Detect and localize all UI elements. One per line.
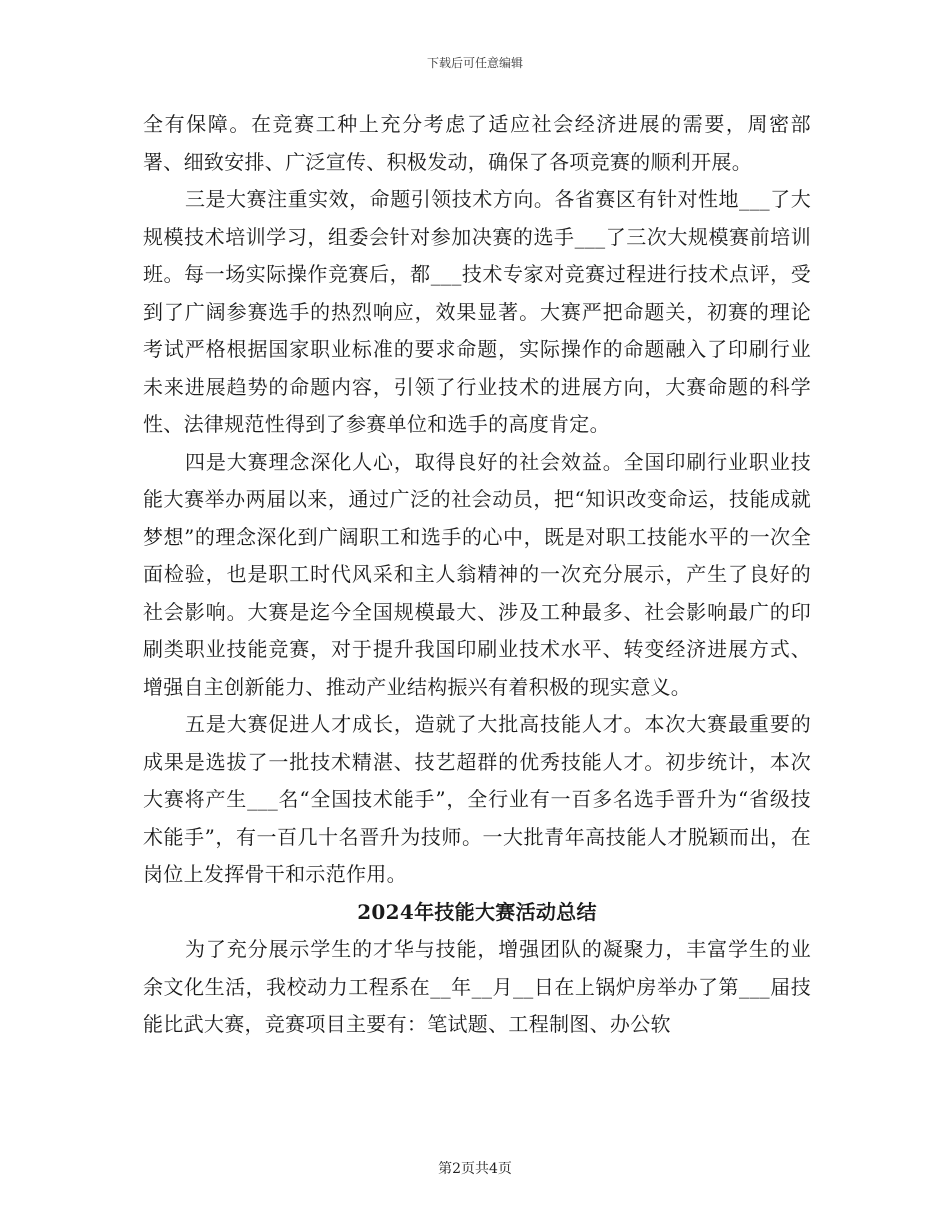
paragraph-5: 为了充分展示学生的才华与技能，增强团队的凝聚力，丰富学生的业余文化生活，我校动力工程系在__年__月__日在上锅炉房举办了第___届技能比武大赛，竞赛项目主要有：笔试题、工程制图、办公软 (143, 937, 811, 1036)
paragraph-3: 四是大赛理念深化人心，取得良好的社会效益。全国印刷行业职业技能大赛举办两届以来，通过广泛的社会动员，把“知识改变命运，技能成就梦想”的理念深化到广阔职工和选手的心中，既是对职工技能水平的一次全面检验，也是职工时代风采和主人翁精神的一次充分展示，产生了良好的社会影响。大赛是迄今全国规模最大、涉及工种最多、社会影响最广的印刷类职业技能竞赛，对于提升我国印刷业技术水平、转变经济进展方式、增强自主创新能力、推动产业结构振兴有着积极的现实意义。 (143, 449, 811, 699)
document-body (143, 106, 811, 1044)
page-number: 第2页共4页 (438, 1161, 512, 1177)
paragraph-1: 全有保障。在竞赛工种上充分考虑了适应社会经济进展的需要，周密部署、细致安排、广泛宣传、积极发动，确保了各项竞赛的顺利开展。 (143, 112, 811, 174)
paragraph-2: 三是大赛注重实效，命题引领技术方向。各省赛区有针对性地___了大规模技术培训学习，组委会针对参加决赛的选手___了三次大规模赛前培训班。每一场实际操作竞赛后，都___技术专家对竞赛过程进行技术点评，受到了广阔参赛选手的热烈响应，效果显著。大赛严把命题关，初赛的理论考试严格根据国家职业标准的要求命题，实际操作的命题融入了印刷行业未来进展趋势的命题内容，引领了行业技术的进展方向，大赛命题的科学性、法律规范性得到了参赛单位和选手的高度肯定。 (143, 187, 811, 436)
paragraph-4: 五是大赛促进人才成长，造就了大批高技能人才。本次大赛最重要的成果是选拔了一批技术精湛、技艺超群的优秀技能人才。初步统计，本次大赛将产生___名“全国技术能手”，全行业有一百多名选手晋升为“省级技术能手”，有一百几十名晋升为技师。一大批青年高技能人才脱颖而出，在岗位上发挥骨干和示范作用。 (143, 712, 811, 886)
page-header-note: 下载后可任意编辑 (426, 56, 523, 70)
section-title: 2024年技能大赛活动总结 (357, 899, 597, 924)
